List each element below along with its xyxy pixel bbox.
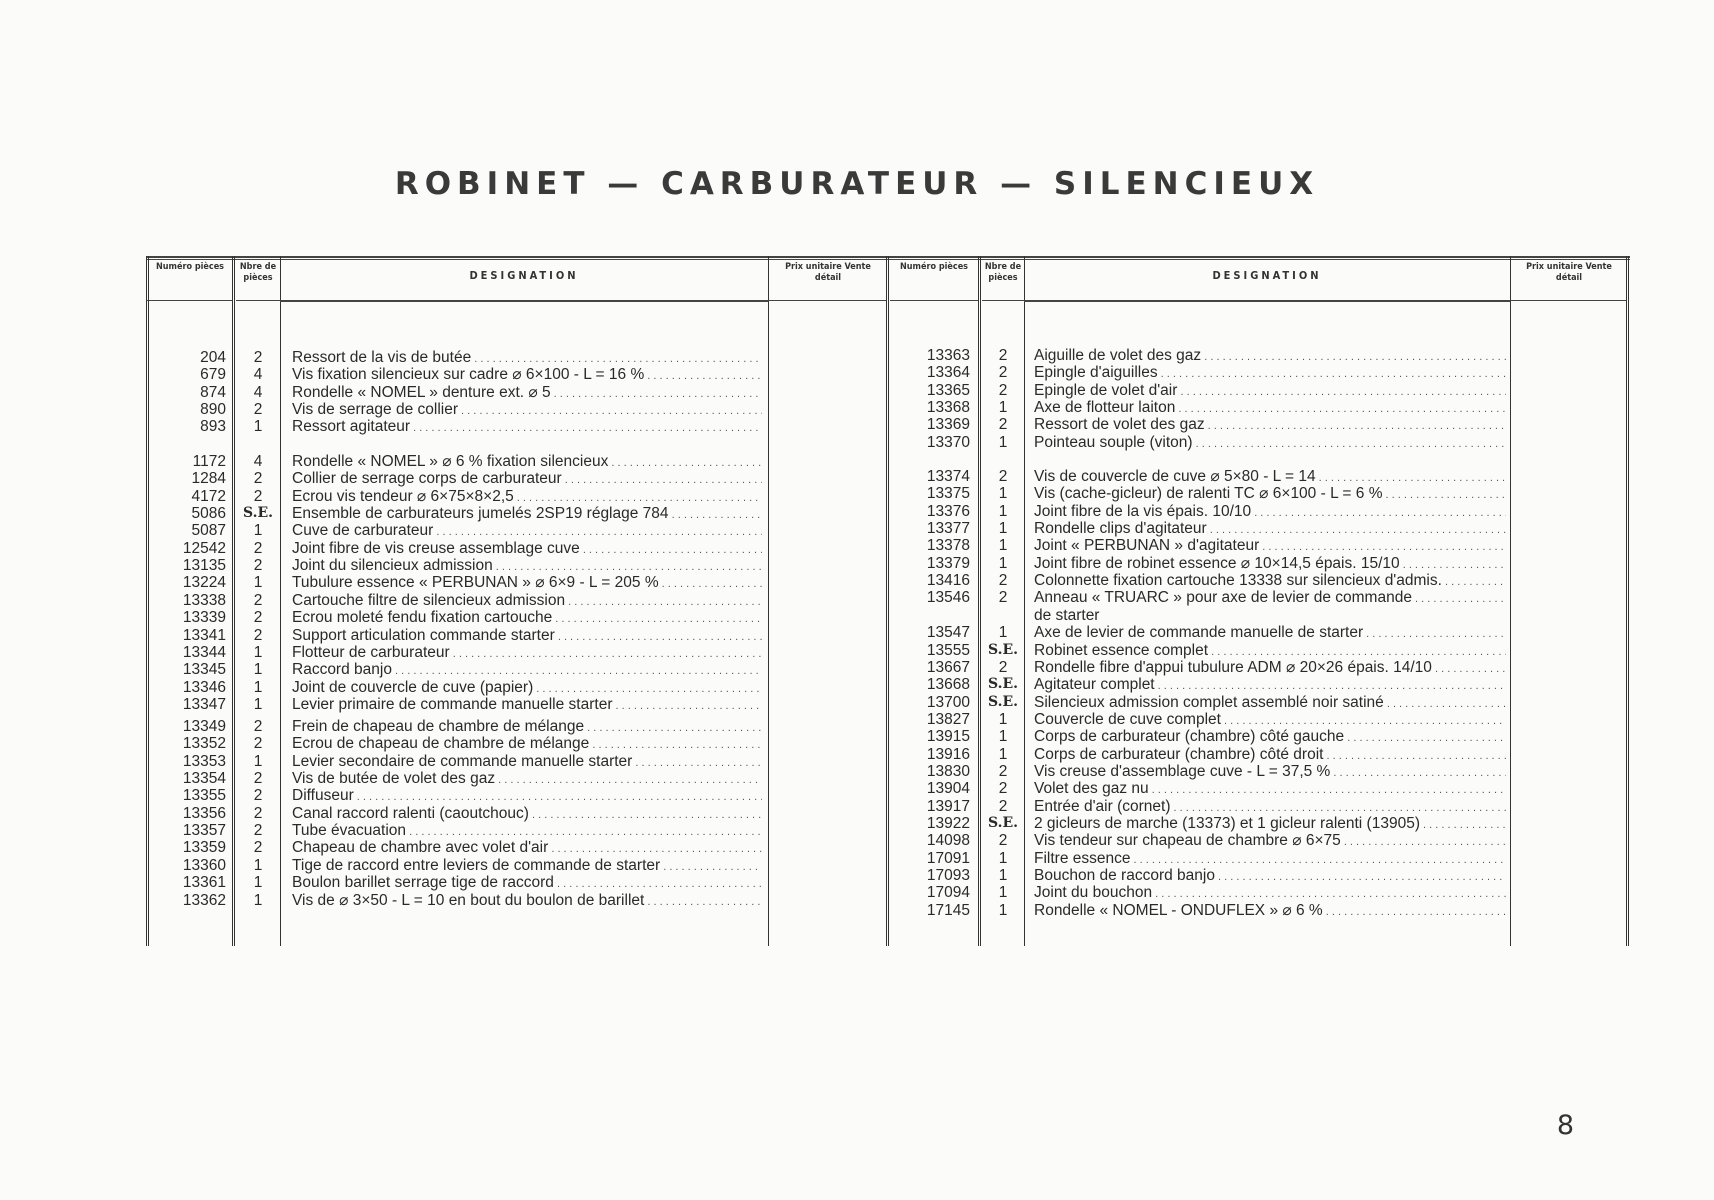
col-sep-num-qty-right [978,256,981,946]
part-quantity: 1 [253,678,263,696]
part-number: 13355 [182,787,226,805]
part-designation: de starter [1034,606,1100,624]
part-designation: Joint « PERBUNAN » d'agitateur . . . [1034,537,1506,556]
part-quantity: S.E. [987,641,1019,658]
part-number: 679 [200,366,226,384]
col-sep-qty-des-right [1024,256,1025,946]
part-number: 13374 [926,468,970,485]
part-number: 13363 [926,347,970,364]
part-number: 13349 [182,718,226,735]
part-number: 13904 [926,780,970,798]
part-number: 13347 [182,695,226,713]
part-quantity: 1 [253,574,263,592]
part-designation: Ressort de volet des gaz . . . [1034,416,1506,435]
part-number: 13555 [926,641,970,659]
part-number: 14098 [926,832,970,850]
hdr-underline [1510,300,1626,301]
part-number: 13364 [926,364,970,382]
part-designation: Rondelle « NOMEL - ONDUFLEX » ⌀ 6 % . . . [1034,902,1506,921]
part-designation: Pointeau souple (viton) . . . [1034,434,1506,453]
part-quantity: S.E. [987,693,1019,710]
part-designation: Couvercle de cuve complet . . . [1034,711,1506,730]
part-quantity: 1 [253,695,263,713]
part-designation: Bouchon de raccord banjo . . . [1034,867,1506,886]
part-designation: Frein de chapeau de chambre de mélange . . . [292,718,762,737]
part-quantity: 4 [253,453,263,470]
part-designation: Tube évacuation . . . [292,822,762,841]
part-designation: Rondelle fibre d'appui tubulure ADM ⌀ 20×26 épais. 14/10 . . . [1034,659,1506,678]
part-designation: Vis tendeur sur chapeau de chambre ⌀ 6×75 . . . [1034,832,1506,851]
part-quantity: 1 [998,849,1008,867]
part-designation: Ecrou vis tendeur ⌀ 6×75×8×2,5 . . . [292,488,762,507]
part-number: 13224 [182,574,226,592]
part-designation: Epingle de volet d'air . . . [1034,382,1506,401]
hdr-underline [768,300,886,301]
hdr-underline [236,300,280,301]
part-designation: Vis de serrage de collier . . . [292,401,762,420]
part-quantity: 2 [253,401,263,419]
part-designation: Vis de couvercle de cuve ⌀ 5×80 - L = 14 . . . [1034,468,1506,487]
part-quantity: 1 [998,433,1008,451]
header-nbre-left: Nbre de pièces [239,262,277,283]
hdr-underline [146,300,232,301]
part-designation: Robinet essence complet . . . [1034,642,1506,661]
part-designation: Agitateur complet . . . [1034,676,1506,695]
part-quantity: 2 [253,787,263,805]
header-numero-left: Numéro pièces [155,262,225,272]
part-quantity: 1 [998,537,1008,555]
part-designation: Colonnette fixation cartouche 13338 sur silencieux d'admis. . . . [1034,572,1506,591]
part-designation: Tubulure essence « PERBUNAN » ⌀ 6×9 - L = 205 % . . . [292,574,762,593]
part-number: 13377 [926,520,970,538]
part-designation: Ecrou de chapeau de chambre de mélange . . . [292,735,762,754]
page-title: ROBINET — CARBURATEUR — SILENCIEUX [394,166,1320,202]
part-designation: Joint fibre de la vis épais. 10/10 . . . [1034,503,1506,522]
part-number: 13365 [926,381,970,399]
part-number: 13379 [926,554,970,572]
part-quantity: 2 [998,780,1008,798]
part-number: 13827 [926,710,970,728]
part-quantity: 2 [253,770,263,788]
part-number: 13339 [182,609,226,627]
part-number: 13345 [182,661,226,679]
part-number: 17093 [926,867,970,885]
parts-table [146,256,1630,946]
part-number: 1172 [192,453,226,470]
part-quantity: 2 [253,539,263,557]
page-number: 8 [1556,1110,1574,1141]
part-quantity: 2 [998,416,1008,434]
part-designation: Epingle d'aiguilles . . . [1034,364,1506,383]
part-quantity: 1 [998,901,1008,919]
part-designation: Vis creuse d'assemblage cuve - L = 37,5 % . . . [1034,763,1506,782]
part-designation: Corps de carburateur (chambre) côté droit . . . [1034,746,1506,765]
part-quantity: 1 [998,867,1008,885]
part-number: 13344 [182,643,226,661]
part-designation: Vis de butée de volet des gaz . . . [292,770,762,789]
header-prix-right: Prix unitaire Vente détail [1526,262,1612,283]
part-designation: Joint fibre de vis creuse assemblage cuve . . . [292,540,762,559]
part-designation: Joint du bouchon . . . [1034,884,1506,903]
part-number: 13376 [926,502,970,520]
part-designation: Silencieux admission complet assemblé noir satiné . . . [1034,694,1506,713]
part-quantity: 2 [253,470,263,488]
part-designation: Cartouche filtre de silencieux admission . . . [292,592,762,611]
part-quantity: 2 [253,591,263,609]
part-quantity: 1 [998,502,1008,520]
part-number: 13370 [926,433,970,451]
part-designation: Diffuseur . . . [292,787,762,806]
part-designation: Vis fixation silencieux sur cadre ⌀ 6×100 - L = 16 % . . . [292,366,762,385]
part-number: 13830 [926,762,970,780]
table-left-border [146,256,149,946]
header-designation-right: DESIGNATION [1212,269,1322,282]
part-quantity: 1 [998,624,1008,642]
part-number: 13357 [182,822,226,840]
part-designation: Axe de levier de commande manuelle de starter . . . [1034,624,1506,643]
part-quantity: 2 [998,658,1008,676]
part-number: 13915 [926,728,970,746]
part-number: 17145 [926,901,970,919]
part-quantity: 1 [253,643,263,661]
hdr-underline [1024,300,1510,302]
part-number: 13416 [926,572,970,590]
part-designation: Rondelle clips d'agitateur . . . [1034,520,1506,539]
header-designation-left: DESIGNATION [469,269,579,282]
hdr-underline [280,300,768,302]
part-designation: Entrée d'air (cornet) . . . [1034,798,1506,817]
part-number: 13346 [182,678,226,696]
part-number: 890 [200,401,226,419]
part-quantity: 2 [253,735,263,753]
part-number: 874 [200,383,226,401]
hdr-underline [890,300,978,301]
part-quantity: 1 [253,856,263,874]
part-quantity: 1 [998,485,1008,503]
part-quantity: 4 [253,366,263,384]
part-number: 13354 [182,770,226,788]
part-number: 13361 [182,874,226,892]
part-number: 13378 [926,537,970,555]
part-quantity: 2 [998,762,1008,780]
part-designation: Ensemble de carburateurs jumelés 2SP19 réglage 784 . . . [292,505,762,524]
part-designation: Boulon barillet serrage tige de raccord . . . [292,874,762,893]
part-quantity: S.E. [987,815,1019,831]
part-quantity: 1 [998,554,1008,572]
part-designation: Tige de raccord entre leviers de commande de starter . . . [292,857,762,876]
table-right-border [1626,256,1629,946]
part-number: 13353 [182,752,226,770]
part-quantity: 2 [253,839,263,857]
part-number: 13369 [926,416,970,434]
part-number: 17091 [926,849,970,867]
part-designation: Anneau « TRUARC » pour axe de levier de commande . . . [1034,589,1506,608]
part-number: 13362 [182,891,226,909]
part-quantity: 1 [998,399,1008,417]
part-designation: Ressort de la vis de butée . . . [292,349,762,368]
part-quantity: 4 [253,383,263,401]
part-number: 13135 [182,557,226,575]
part-number: 13668 [926,676,970,694]
part-quantity: S.E. [987,676,1019,693]
part-designation: Ecrou moleté fendu fixation cartouche . . . [292,609,762,628]
col-sep-num-qty-left [232,256,235,946]
part-quantity: 1 [253,891,263,909]
part-quantity: 2 [998,381,1008,399]
part-number: 13916 [926,745,970,763]
part-number: 13352 [182,735,226,753]
part-number: 13359 [182,839,226,857]
part-quantity: 2 [998,468,1008,485]
part-designation: Raccord banjo . . . [292,661,762,680]
part-designation: Vis (cache-gicleur) de ralenti TC ⌀ 6×100 - L = 6 % . . . [1034,485,1506,504]
part-number: 5087 [191,522,226,540]
part-number: 13547 [926,624,970,642]
part-designation: 2 gicleurs de marche (13373) et 1 gicleur ralenti (13905) . . . [1034,815,1506,834]
part-quantity: 2 [998,832,1008,850]
part-designation: Canal raccord ralenti (caoutchouc) . . . [292,805,762,824]
part-number: 5086 [191,505,226,523]
part-number: 13667 [926,658,970,676]
part-designation: Rondelle « NOMEL » denture ext. ⌀ 5 . . . [292,384,762,403]
part-number: 17094 [926,884,970,902]
part-quantity: 2 [998,347,1008,364]
part-number: 13700 [926,693,970,711]
hdr-underline [982,300,1024,301]
part-quantity: 1 [253,874,263,892]
header-nbre-right: Nbre de pièces [984,262,1022,283]
part-quantity: 1 [998,520,1008,538]
part-designation: Levier secondaire de commande manuelle starter . . . [292,753,762,772]
part-number: 13338 [182,591,226,609]
part-quantity: 1 [998,728,1008,746]
part-number: 4172 [191,487,226,505]
part-number: 13546 [926,589,970,607]
col-sep-des-prix-right [1510,256,1511,946]
part-number: 13360 [182,856,226,874]
part-quantity: 2 [253,626,263,644]
part-designation: Support articulation commande starter . . . [292,627,762,646]
part-designation: Axe de flotteur laiton . . . [1034,399,1506,418]
part-quantity: 1 [253,522,263,540]
part-number: 13375 [926,485,970,503]
part-quantity: 2 [253,349,263,366]
part-quantity: 2 [998,364,1008,382]
part-quantity: 1 [253,752,263,770]
part-quantity: 1 [253,418,263,436]
header-prix-left: Prix unitaire Vente détail [785,262,871,283]
col-sep-mid [886,256,889,946]
part-quantity: 2 [253,557,263,575]
part-number: 1284 [191,470,226,488]
part-designation: Ressort agitateur . . . [292,418,762,437]
part-designation: Aiguille de volet des gaz . . . [1034,347,1506,366]
part-quantity: 1 [998,710,1008,728]
part-quantity: 2 [253,718,263,735]
header-numero-right: Numéro pièces [899,262,969,272]
part-designation: Corps de carburateur (chambre) côté gauche . . . [1034,728,1506,747]
col-sep-qty-des-left [280,256,281,946]
part-number: 13341 [182,626,226,644]
part-quantity: 1 [253,661,263,679]
part-designation: Chapeau de chambre avec volet d'air . . . [292,839,762,858]
part-number: 204 [200,349,226,366]
part-quantity: 2 [253,804,263,822]
part-designation: Collier de serrage corps de carburateur . . . [292,470,762,489]
part-designation: Joint de couvercle de cuve (papier) . . . [292,679,762,698]
part-designation: Flotteur de carburateur . . . [292,644,762,663]
part-quantity: 2 [998,572,1008,590]
part-designation: Cuve de carburateur . . . [292,522,762,541]
part-quantity: 2 [253,609,263,627]
part-designation: Joint du silencieux admission . . . [292,557,762,576]
part-quantity: 2 [253,487,263,505]
part-number: 13922 [926,815,970,832]
part-designation: Vis de ⌀ 3×50 - L = 10 en bout du boulon de barillet . . . [292,892,762,911]
part-designation: Joint fibre de robinet essence ⌀ 10×14,5 épais. 15/10 . . . [1034,555,1506,574]
part-quantity: 2 [998,797,1008,815]
part-quantity: S.E. [242,505,274,522]
part-designation: Rondelle « NOMEL » ⌀ 6 % fixation silencieux . . . [292,453,762,472]
part-quantity: 1 [998,884,1008,902]
part-quantity: 2 [998,589,1008,607]
part-designation: Filtre essence . . . [1034,850,1506,869]
part-number: 13356 [182,804,226,822]
part-designation: Volet des gaz nu . . . [1034,780,1506,799]
part-number: 12542 [182,539,226,557]
part-number: 893 [200,418,226,436]
part-quantity: 1 [998,745,1008,763]
col-sep-des-prix-left [768,256,769,946]
part-quantity: 2 [253,822,263,840]
part-number: 13917 [926,797,970,815]
part-number: 13368 [926,399,970,417]
part-designation: Levier primaire de commande manuelle starter . . . [292,696,762,715]
